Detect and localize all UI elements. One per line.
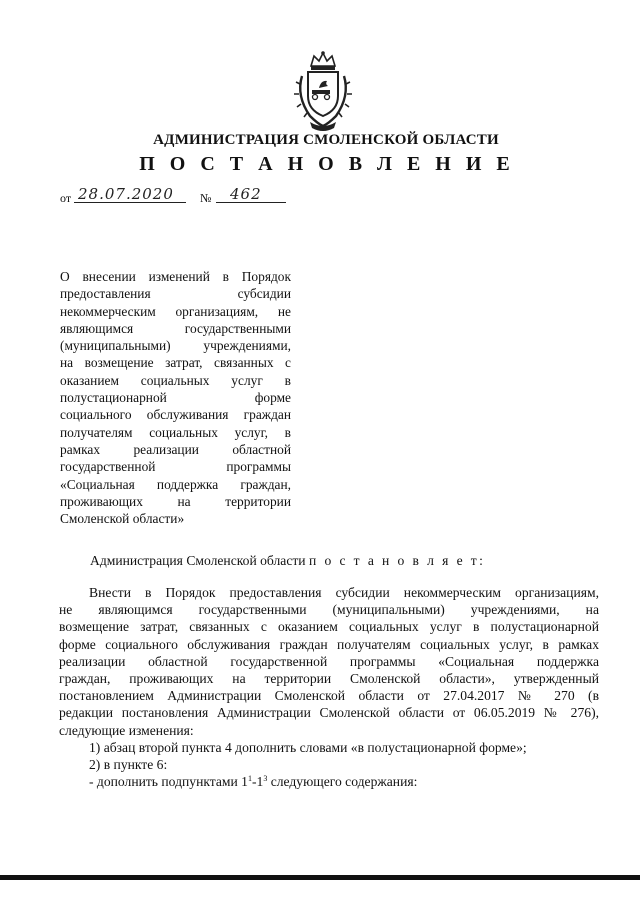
number-label: № [200, 191, 212, 205]
body-line: Внести в Порядок предоставления субсидии некоммерческим организациям, [89, 585, 599, 600]
subject-line: проживающих на территории [60, 493, 291, 509]
body-text: - дополнить подпунктами 1 [89, 774, 248, 790]
subject-line: некоммерческим организациям, не [60, 303, 291, 319]
document-body [59, 584, 599, 790]
subject-line: государственной программы [60, 459, 291, 475]
body-line: редакции постановления Администрации Смоленской области от 06.05.2019 № 276), [59, 705, 599, 721]
body-line: не являющимся государственными (муниципальными) учреждениями, на [59, 602, 599, 618]
superscript: 1 [247, 774, 252, 784]
scan-edge-bar [0, 875, 640, 880]
body-line: реализации областной государственной программы «Социальная поддержка [59, 653, 599, 669]
number-value: 462 [230, 185, 262, 203]
date-label: от [60, 191, 72, 205]
decree-authority: Администрация Смоленской области [90, 553, 306, 568]
decree-verb: п о с т а н о в л я е т: [308, 553, 486, 568]
organization-title: АДМИНИСТРАЦИЯ СМОЛЕНСКОЙ ОБЛАСТИ [153, 132, 499, 148]
body-line: возмещение затрат, связанных с оказанием социальных услуг в полустационарной [59, 619, 599, 635]
subject-line: социального обслуживания граждан [60, 407, 291, 423]
body-text: следующего содержания: [267, 774, 418, 790]
subject-line: Смоленской области» [60, 511, 185, 527]
subject-line: «Социальная поддержка граждан, [60, 476, 291, 492]
body-line: следующие изменения: [59, 722, 194, 738]
subject-line: получателям социальных услуг, в [60, 424, 291, 440]
body-text: -1 [251, 774, 264, 790]
document-type-title: П О С Т А Н О В Л Е Н И Е [139, 153, 515, 175]
body-line: граждан, проживающих на территории Смоленской области», утвержденный [59, 671, 599, 687]
date-value: 28.07.2020 [78, 185, 174, 203]
body-line: 1) абзац второй пункта 4 дополнить словами «в полустационарной форме»; [89, 739, 527, 755]
subject-line: рамках реализации областной [60, 441, 291, 457]
subject-line: О внесении изменений в Порядок [60, 269, 291, 284]
superscript: 3 [263, 774, 268, 784]
body-line: постановлением Администрации Смоленской области от 27.04.2017 № 270 (в [59, 688, 599, 704]
subject-line: являющимся государственными [60, 320, 291, 336]
date-number-line [60, 185, 300, 207]
body-line-with-superscripts [59, 773, 599, 790]
subject-line: полустационарной форме [60, 390, 291, 406]
subject-line: предоставления субсидии [60, 286, 291, 302]
decree-line [90, 553, 485, 569]
subject-line: на возмещение затрат, связанных с [60, 355, 291, 371]
coat-of-arms-icon [290, 50, 356, 132]
document-subject [60, 268, 291, 527]
subject-line: (муниципальными) учреждениями, [60, 338, 291, 354]
body-line: 2) в пункте 6: [89, 757, 168, 773]
subject-line: оказанием социальных услуг в [60, 372, 291, 388]
body-line: форме социального обслуживания граждан получателям социальных услуг, в рамках [59, 636, 599, 652]
